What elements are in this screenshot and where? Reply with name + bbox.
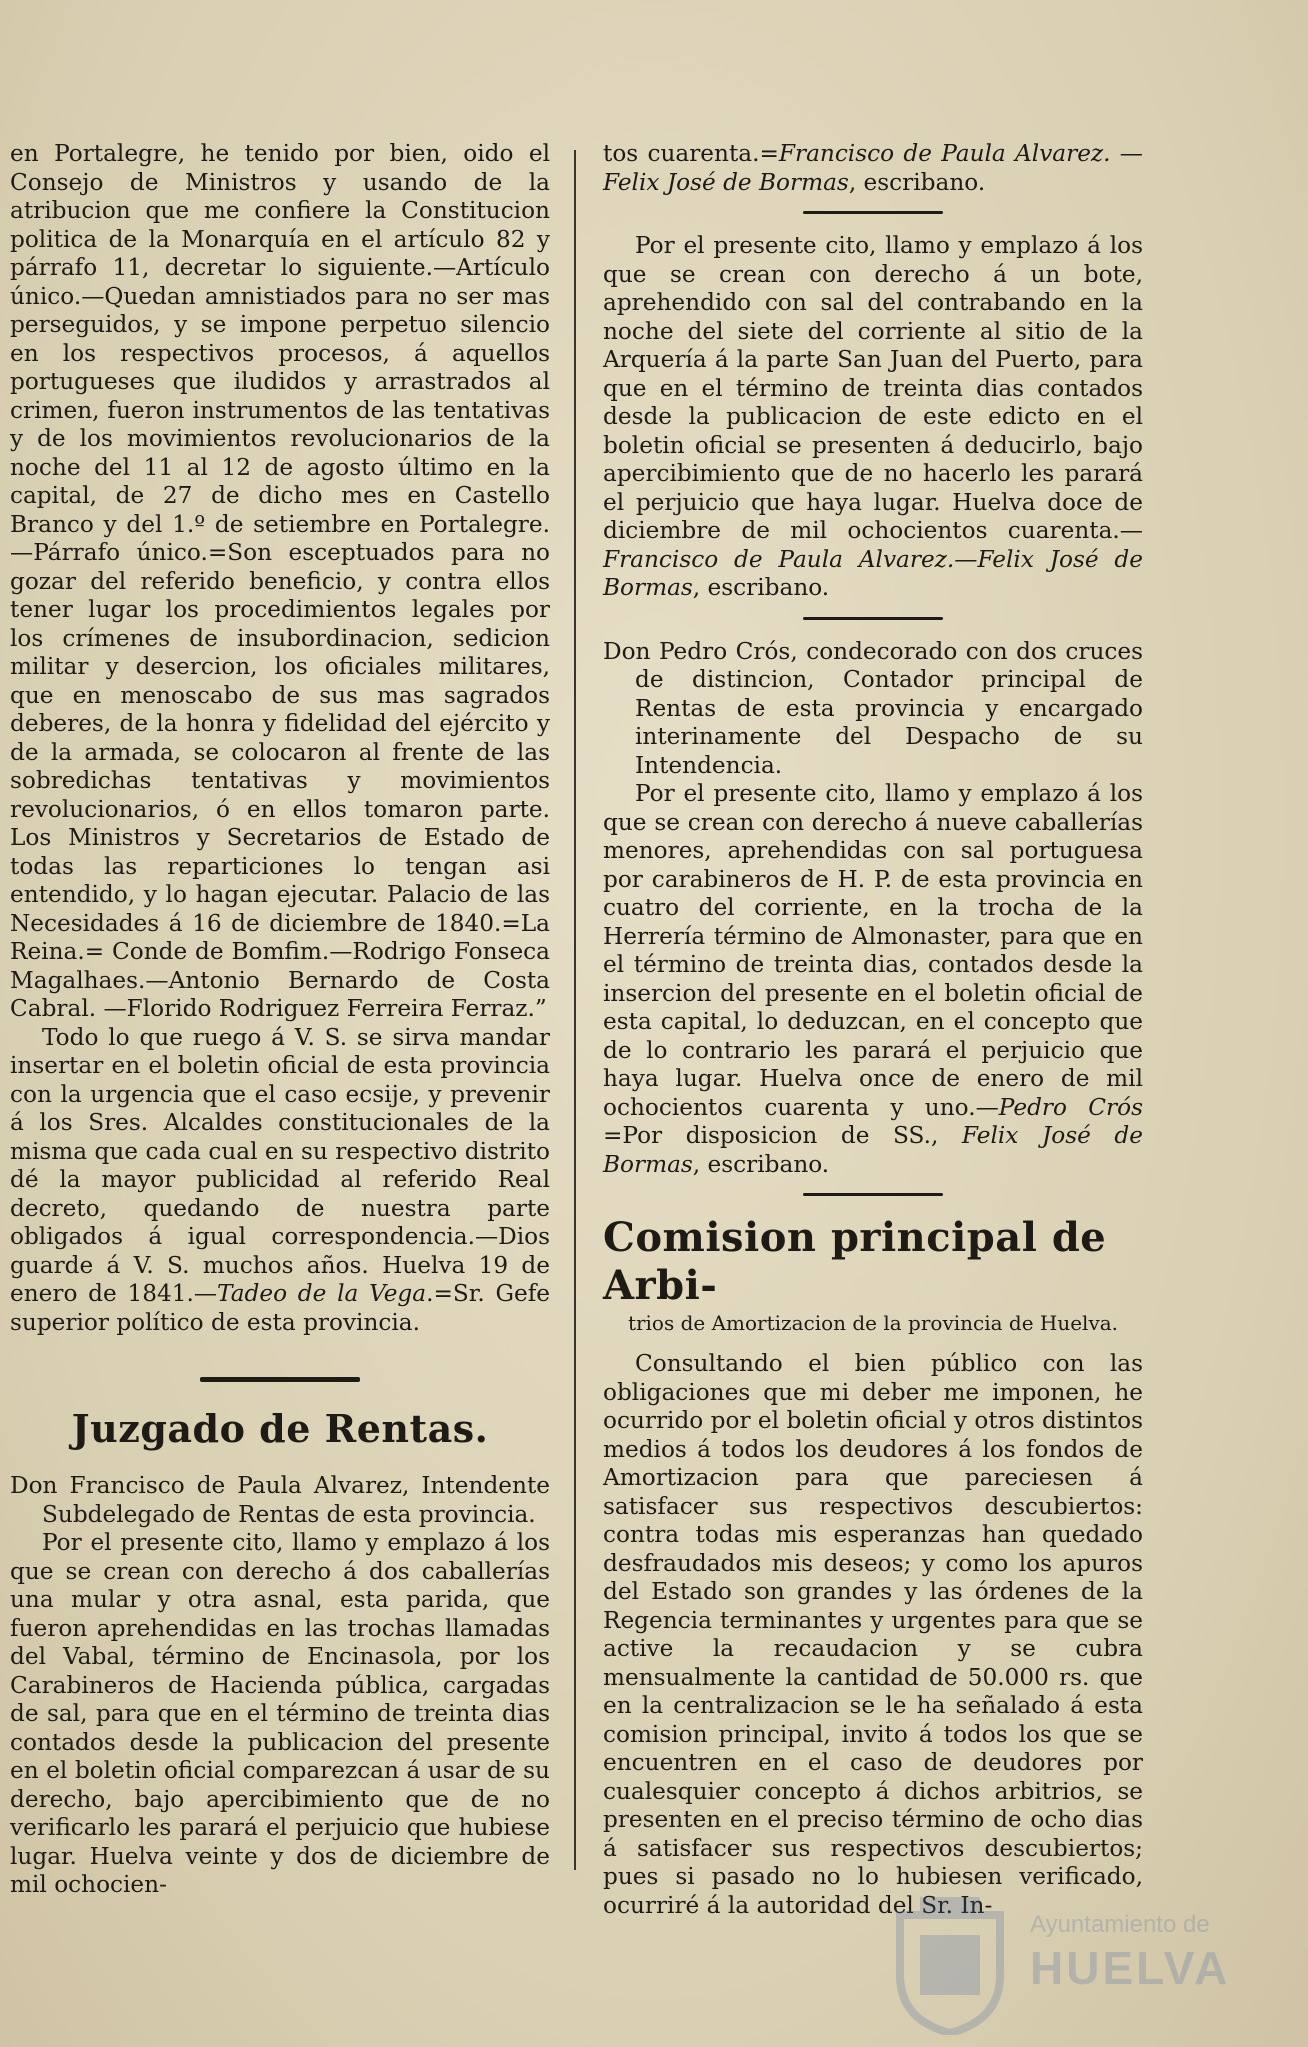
- notice-divider: [603, 617, 1143, 624]
- right-paragraph-caballerias: Por el presente cito, llamo y emplazo á los que se crean con derecho á nueve caballerías menores, aprehendidas con sal portuguesa por carabineros de H. P. de esta provincia en cuatro del corriente, en la trocha de la Herrería término de Almonaster, para que en el término de treinta dias, contados desde la insercion del presente en el boletin oficial de esta capital, lo deduzcan, en el concepto que de lo contrario les parará el perjuicio que haya lugar. Huelva once de enero de mil ochocientos cuarenta y uno.—Pedro Crós =Por disposicion de SS., Felix José de Bormas, escribano.: [603, 780, 1143, 1178]
- notice-divider: [603, 211, 1143, 218]
- section-divider: [10, 1377, 550, 1384]
- section-heading-juzgado: Juzgado de Rentas.: [71, 1406, 489, 1451]
- watermark-line2: HUELVA: [1030, 1942, 1231, 1994]
- left-paragraph-request: Todo lo que ruego á V. S. se sirva mandar insertar en el boletin oficial de esta provincia con la urgencia que el caso ecsije, y prevenir á los Sres. Alcaldes constitucionales de la misma que cada cual en su respectivo distrito dé la mayor publicidad al referido Real decreto, quedando de nuestra parte obligados á igual correspondencia.—Dios guarde á V. S. muchos años. Huelva 19 de enero de 1841.—Tadeo de la Vega.=Sr. Gefe superior político de esta provincia.: [10, 1023, 550, 1336]
- right-paragraph-amortizacion: Consultando el bien público con las obligaciones que mi deber me imponen, he ocurrido por el boletin oficial y otros distintos medios á todos los deudores á los fondos de Amortizacion para que pareciesen á satisfacer sus respectivos descubiertos: contra todas mis esperanzas han quedado desfraudados mis deseos; y como los apuros del Estado son grandes y las órdenes de la Regencia terminantes y urgentes para que se active la recaudacion y se cubra mensualmente la cantidad de 50.000 rs. que en la centralizacion se le ha señalado á esta comision principal, invito á todos los que se encuentren en el caso de deudores por cualesquier concepto á dichos arbitrios, se presenten en el preciso término de ocho dias á satisfacer sus respectivos descubiertos; pues si pasado no lo hubiesen verificado, ocurriré á la autoridad del Sr. In-: [603, 1350, 1143, 1919]
- right-paragraph-bote: Por el presente cito, llamo y emplazo á los que se crean con derecho á un bote, aprehendido con sal del contrabando en la noche del siete del corriente al sitio de la Arquería á la parte San Juan del Puerto, para que en el término de treinta dias contados desde la publicacion de este edicto en el boletin oficial se presenten á deducirlo, bajo apercibimiento que de no hacerlo les parará el perjuicio que haya lugar. Huelva doce de diciembre de mil ochocientos cuarenta.—Francisco de Paula Alvarez.—Felix José de Bormas, escribano.: [603, 232, 1143, 601]
- left-paragraph-decree: en Portalegre, he tenido por bien, oido el Consejo de Ministros y usando de la atribucion que me confiere la Constitucion politica de la Monarquía en el artículo 82 y párrafo 11, decretar lo siguiente.—Artículo único.—Quedan amnistiados para no ser mas perseguidos, y se impone perpetuo silencio en los respectivos procesos, á aquellos portugueses que iludidos y arrastrados al crimen, fueron instrumentos de las tentativas y de los movimientos revolucionarios de la noche del 11 al 12 de agosto último en la capital, de 27 de dicho mes en Castello Branco y del 1.º de setiembre en Portalegre.—Párrafo único.=Son esceptuados para no gozar del referido beneficio, y contra ellos tener lugar los procedimientos legales por los crímenes de insubordinacion, sedicion militar y desercion, los oficiales militares, que en menoscabo de sus mas sagrados deberes, de la honra y fidelidad del ejército y de la armada, se colocaron al frente de las sobredichas tentativas y movimientos revolucionarios, ó en ellos tomaron parte. Los Ministros y Secretarios de Estado de todas las reparticiones lo tengan asi entendido, y lo hagan ejecutar. Palacio de las Necesidades á 16 de diciembre de 1840.=La Reina.= Conde de Bomfim.—Rodrigo Fonseca Magalhaes.—Antonio Bernardo de Costa Cabral. —Florido Rodriguez Ferreira Ferraz.”: [10, 140, 550, 1022]
- coat-of-arms-icon: [890, 1895, 1010, 2035]
- right-paragraph-signature: tos cuarenta.=Francisco de Paula Alvarez. —Felix José de Bormas, escribano.: [603, 140, 1143, 196]
- column-separator: [574, 150, 576, 1870]
- left-paragraph-intendente: Don Francisco de Paula Alvarez, Intendente Subdelegado de Rentas de esta provincia.: [10, 1472, 550, 1528]
- watermark-line1: Ayuntamiento de: [1030, 1911, 1210, 1938]
- huelva-watermark: [890, 1895, 1230, 2035]
- section-heading-comision: Comision principal de Arbi-: [603, 1214, 1107, 1309]
- left-column: [10, 140, 550, 1900]
- section-subheading-comision: trios de Amortizacion de la provincia de Huelva.: [627, 1311, 1119, 1335]
- right-paragraph-pedro-cros: Don Pedro Crós, condecorado con dos cruces de distincion, Contador principal de Rentas de esta provincia y encargado interinamente del Despacho de su Intendencia.: [603, 637, 1143, 779]
- left-paragraph-citation: Por el presente cito, llamo y emplazo á los que se crean con derecho á dos caballerías una mular y otra asnal, esta parida, que fueron aprehendidas en las trochas llamadas del Vabal, término de Encinasola, por los Carabineros de Hacienda pública, cargadas de sal, para que en el término de treinta dias contados desde la publicacion del presente en el boletin oficial comparezcan á usar de su derecho, bajo apercibimiento que de no verificarlo les parará el perjuicio que hubiese lugar. Huelva veinte y dos de diciembre de mil ochocien-: [10, 1529, 550, 1898]
- section-divider: [603, 1193, 1143, 1200]
- right-column: [603, 140, 1143, 1920]
